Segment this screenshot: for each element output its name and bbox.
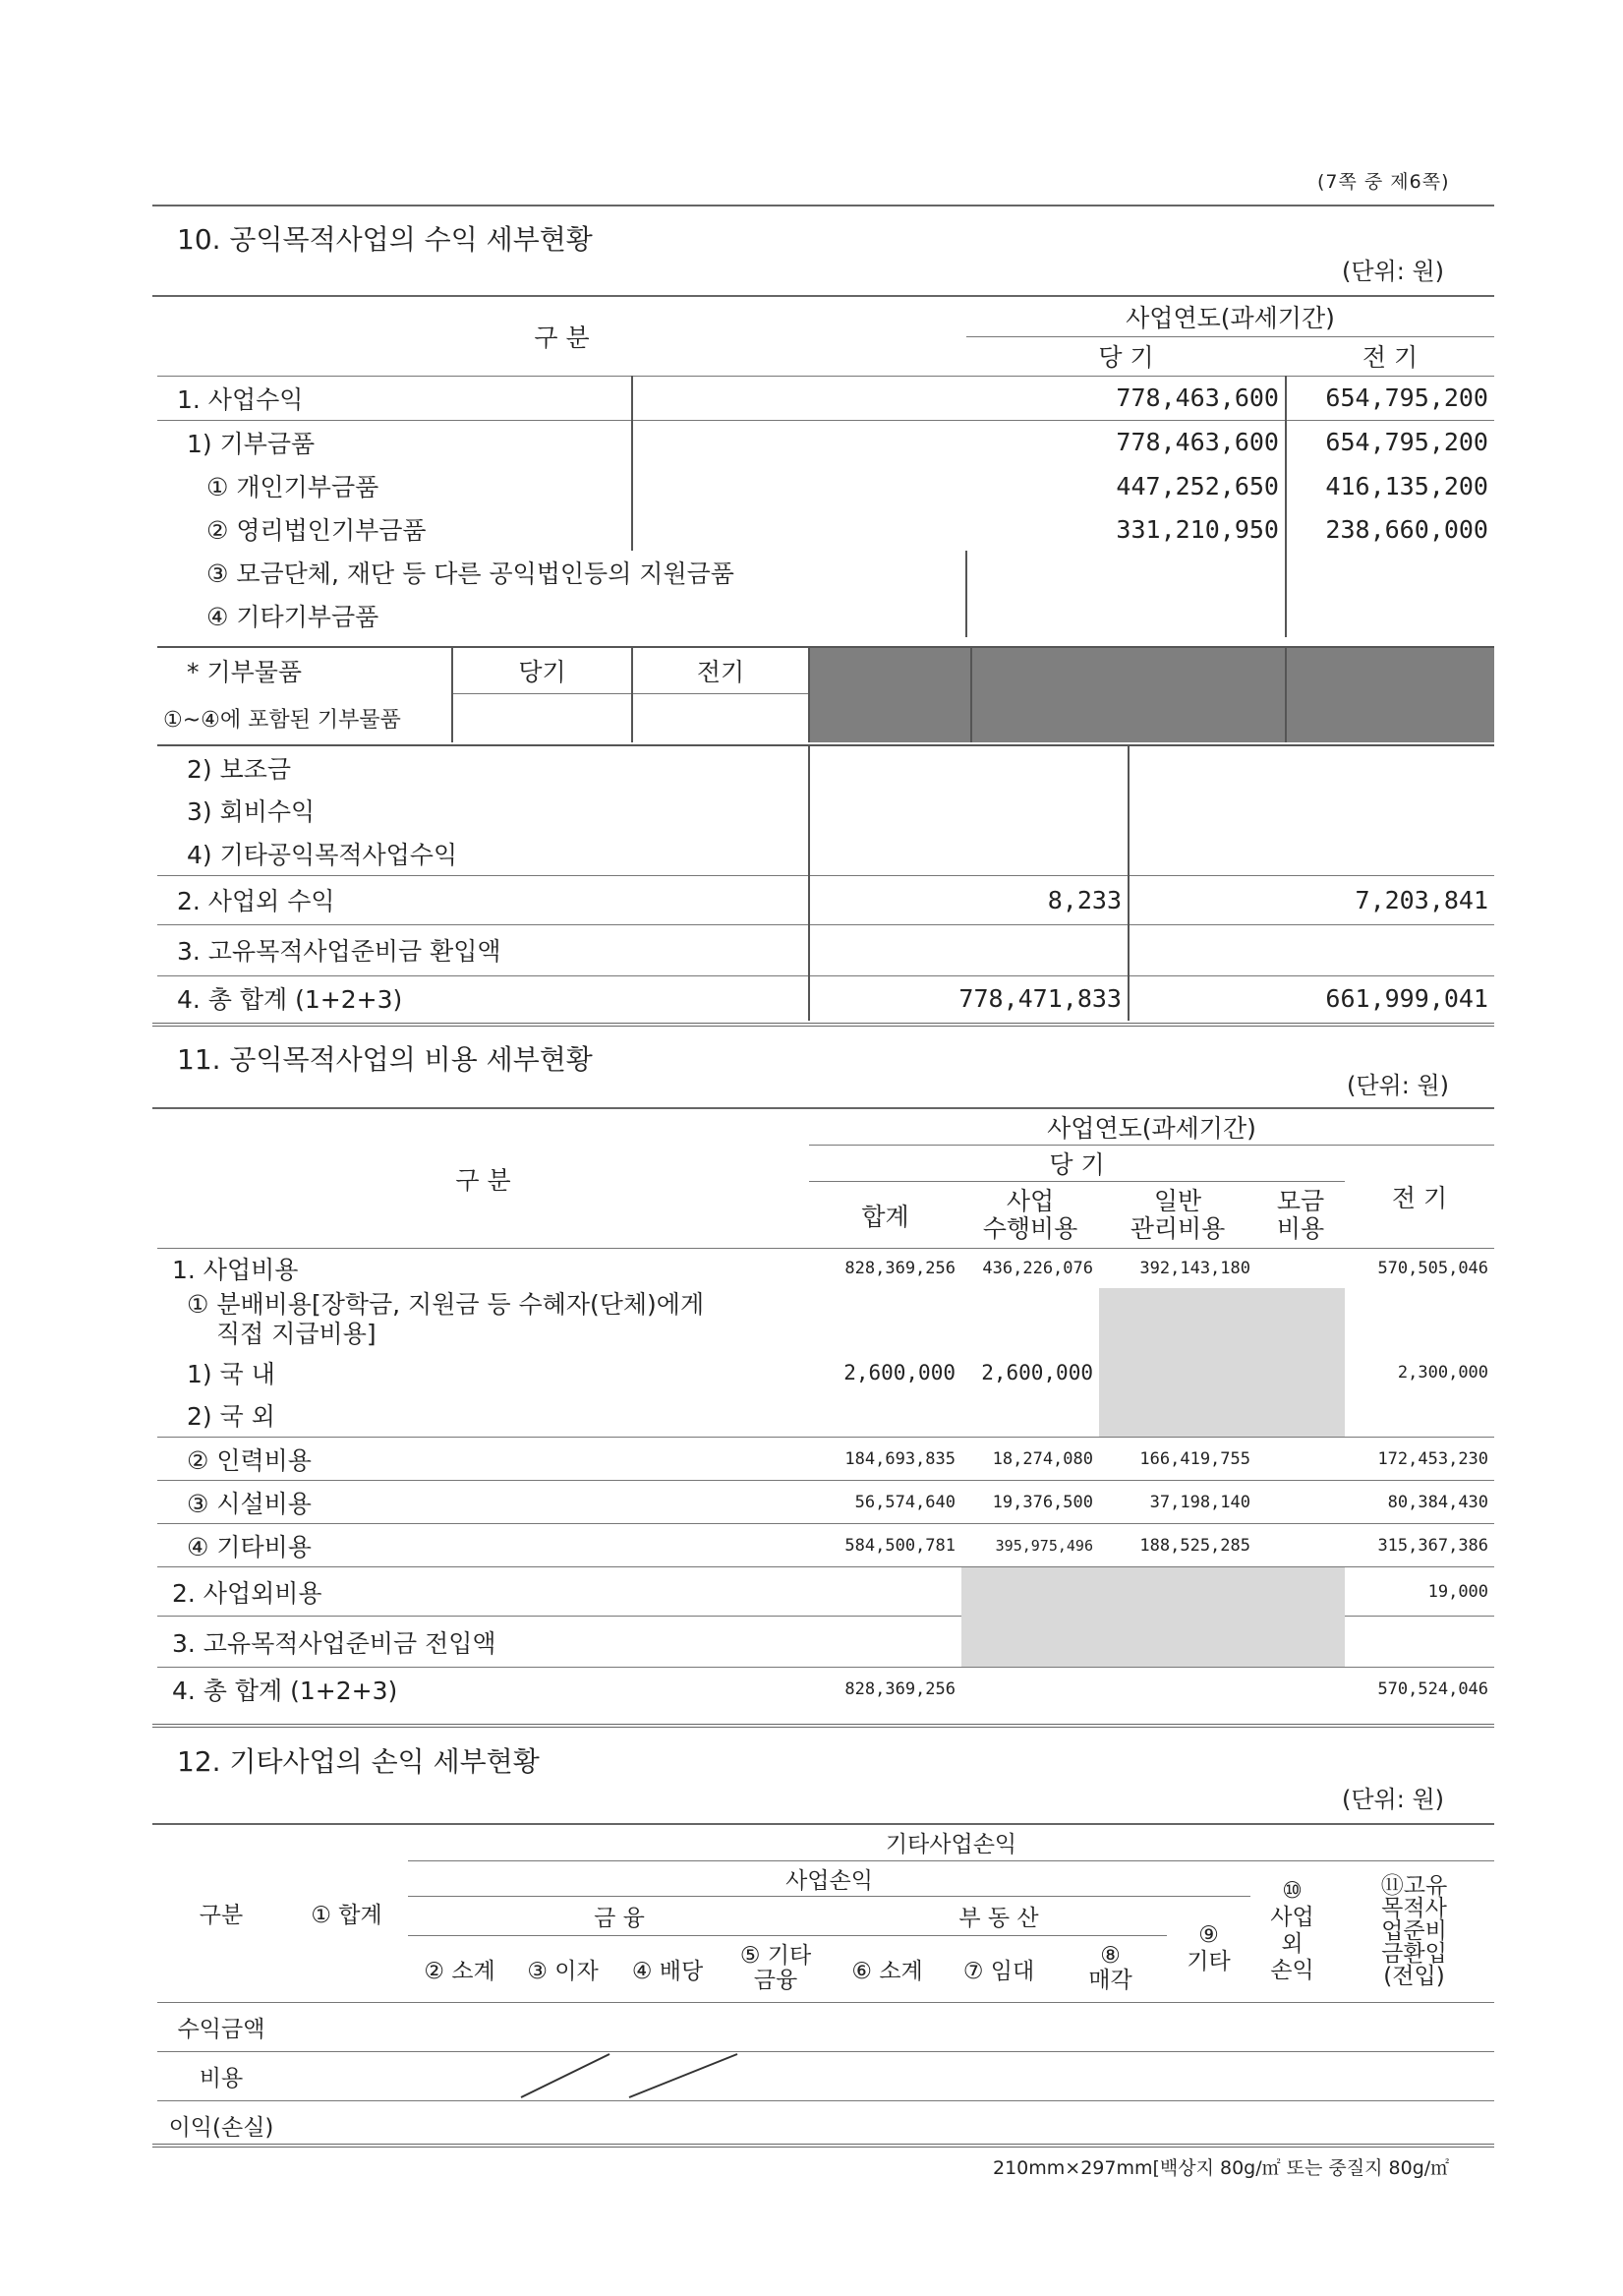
sec11-for-sum <box>809 1394 961 1438</box>
sec11-col-group: 구 분 <box>455 1165 511 1195</box>
sec10-row-label: 2) 보조금 <box>187 754 292 784</box>
sec11-etc-sum: 584,500,781 <box>809 1524 961 1567</box>
sec11-dom-exec: 2,600,000 <box>981 1360 1093 1384</box>
sec10-row-cur <box>809 789 1129 832</box>
sec12-col-nonbiz <box>1250 1860 1334 2002</box>
sec11-fac-fund <box>1256 1481 1345 1524</box>
sec11-nonbiz-prev: 19,000 <box>1345 1567 1494 1617</box>
sec11-col-exec-2: 수행비용 <box>982 1213 1078 1243</box>
slash-mark <box>521 2054 609 2097</box>
sec10-row-label: ② 영리법인기부금품 <box>206 516 427 545</box>
sec10-row-prev <box>1129 745 1494 789</box>
sec12-col-re: 부 동 산 <box>831 1896 1167 1935</box>
sec10-row-cur: 778,463,600 <box>632 420 1286 464</box>
sec12-col-otherfin-2: 금융 <box>753 1968 798 1993</box>
sec11-reserve-label: 3. 고유목적사업준비금 전입액 <box>157 1617 809 1668</box>
sec12-col-int: ③ 이자 <box>527 1958 599 1984</box>
sec11-fac-admin: 37,198,140 <box>1099 1481 1256 1524</box>
sec10-row-prev <box>1286 594 1494 637</box>
sec12-row-label: 이익(손실) <box>157 2100 285 2149</box>
sec12-col-sub2: ⑥ 소계 <box>851 1958 923 1984</box>
sec12-col-otherfin-1: ⑤ 기타 <box>739 1943 812 1969</box>
sec10-reserve-label: 3. 고유목적사업준비금 환입액 <box>157 924 809 975</box>
sec12-col-reserve-2: 목적사 <box>1381 1895 1447 1921</box>
sec12-col-biz: 사업손익 <box>408 1860 1250 1896</box>
sec10-row-label: 1) 기부금품 <box>157 420 632 464</box>
sec12-col-reserve-3: 업준비 <box>1381 1917 1447 1944</box>
sec11-reserve-prev <box>1345 1617 1494 1668</box>
goods-shade-c <box>1286 647 1494 742</box>
sec10-unit: (단위: 원) <box>1342 258 1444 285</box>
page-bottom-rule <box>152 2144 1494 2148</box>
sec11-col-admin <box>1099 1182 1256 1249</box>
sec11-col-fund-2: 비용 <box>1276 1213 1325 1243</box>
sec10-nonbiz-cur: 8,233 <box>809 875 1129 924</box>
sec11-r1-label: 1. 사업비용 <box>157 1249 809 1288</box>
sec11-col-sum: 합계 <box>861 1202 909 1231</box>
sec11-table <box>157 1109 1494 1711</box>
slash-marks <box>511 2050 747 2101</box>
sec10-row-cur: 331,210,950 <box>632 507 1286 551</box>
slash-mark <box>629 2054 737 2097</box>
sec12-col-sale <box>1054 1935 1167 2002</box>
sec11-total-label: 4. 총 합계 (1+2+3) <box>157 1668 809 1711</box>
sec10-row-prev: 654,795,200 <box>1286 376 1494 420</box>
sec12-col-nonbiz-4: 손익 <box>1270 1958 1314 1983</box>
sec10-row-cur: 447,252,650 <box>632 464 1286 507</box>
sec12-col-other-1: ⑨ <box>1198 1922 1219 1948</box>
sec11-dist-sum <box>809 1288 961 1351</box>
sec11-for-label: 2) 국 외 <box>187 1402 275 1432</box>
sec11-etc-prev: 315,367,386 <box>1345 1524 1494 1567</box>
sec10-total-cur: 778,471,833 <box>809 975 1129 1021</box>
sec11-fac-sum: 56,574,640 <box>809 1481 961 1524</box>
sec11-reserve-sum <box>809 1617 961 1668</box>
sec11-labor-exec: 18,274,080 <box>961 1438 1099 1481</box>
goods-sublabel: ①~④에 포함된 기부물품 <box>163 707 401 733</box>
sec12-col-main: 기타사업손익 <box>408 1825 1494 1860</box>
goods-shade-b <box>971 647 1286 742</box>
sec11-labor-fund <box>1256 1438 1345 1481</box>
sec11-col-cur: 당 기 <box>809 1146 1345 1182</box>
sec12-col-nonbiz-1: ⑩ <box>1282 1878 1303 1904</box>
goods-cur-header: 당기 <box>452 647 632 693</box>
sec10-row-label: ① 개인기부금품 <box>206 473 379 501</box>
sec11-etc-label: ④ 기타비용 <box>157 1524 809 1567</box>
sec11-nonbiz-shade <box>961 1567 1345 1668</box>
sec11-col-fund <box>1256 1182 1345 1249</box>
sec10-total-label: 4. 총 합계 (1+2+3) <box>157 975 809 1021</box>
page-number: (7쪽 중 제6쪽) <box>1317 171 1450 193</box>
sec11-nonbiz-sum <box>809 1567 961 1617</box>
sec11-labor-prev: 172,453,230 <box>1345 1438 1494 1481</box>
sec10-row-cur <box>966 551 1286 594</box>
sec11-labor-admin: 166,419,755 <box>1099 1438 1256 1481</box>
sec12-row-cells <box>285 2002 1494 2051</box>
sec11-dist-label-1: ① 분배비용[장학금, 지원금 등 수혜자(단체)에게 <box>187 1289 705 1319</box>
sec11-col-year: 사업연도(과세기간) <box>809 1109 1494 1146</box>
sec10-row-label: 4) 기타공익목적사업수익 <box>187 840 458 869</box>
sec12-col-reserve-1: ⑪고유 <box>1380 1872 1448 1899</box>
sec12-col-total: ① 합계 <box>311 1903 382 1929</box>
sec11-title: 11. 공익목적사업의 비용 세부현황 <box>177 1043 593 1076</box>
sec10-table2 <box>157 744 1494 1021</box>
sec12-table <box>157 1825 1494 2149</box>
sec12-col-otherfin <box>721 1935 831 2002</box>
sec12-unit: (단위: 원) <box>1342 1786 1444 1813</box>
sec10-total-prev: 661,999,041 <box>1129 975 1494 1021</box>
sec11-col-prev: 전 기 <box>1391 1184 1448 1212</box>
sec11-etc-admin: 188,525,285 <box>1099 1524 1256 1567</box>
sec12-row-label: 수익금액 <box>157 2002 285 2051</box>
sec12-col-reserve-5: (전입) <box>1383 1963 1445 1989</box>
sec10-nonbiz-prev: 7,203,841 <box>1129 875 1494 924</box>
sec11-dist-label <box>157 1288 809 1351</box>
sec10-col-prev: 전 기 <box>1362 343 1419 372</box>
sec10-row-cur <box>809 832 1129 875</box>
sec11-etc-fund <box>1256 1524 1345 1567</box>
sec10-bottom-rule <box>152 1023 1494 1027</box>
sec11-total-admin <box>1099 1668 1256 1711</box>
sec11-dist-prev <box>1345 1288 1494 1351</box>
sec11-dist-label-2: 직접 지급비용] <box>216 1319 377 1348</box>
sec11-total-fund <box>1256 1668 1345 1711</box>
sec10-col-cur: 당 기 <box>1098 343 1154 372</box>
sec10-reserve-prev <box>1129 924 1494 975</box>
goods-prev-value <box>632 693 809 742</box>
sec10-row-cur <box>809 745 1129 789</box>
sec12-row-label: 비용 <box>157 2051 285 2100</box>
sec11-for-prev <box>1345 1394 1494 1438</box>
goods-cur-value <box>452 693 632 742</box>
sec10-reserve-cur <box>809 924 1129 975</box>
sec11-total-sum: 828,369,256 <box>809 1668 961 1711</box>
sec11-etc-exec: 395,975,496 <box>961 1524 1099 1567</box>
sec10-row-prev <box>1129 832 1494 875</box>
sec10-row-label: ③ 모금단체, 재단 등 다른 공익법인등의 지원금품 <box>206 559 734 588</box>
paper-spec-footer: 210mm×297mm[백상지 80g/㎡ 또는 중질지 80g/㎡ <box>993 2157 1450 2179</box>
sec12-row-cells <box>285 2051 1494 2100</box>
sec10-row-prev: 238,660,000 <box>1286 507 1494 551</box>
sec11-total-exec <box>961 1668 1099 1711</box>
sec11-dom-prev: 2,300,000 <box>1397 1362 1489 1383</box>
sec12-col-div: ④ 배당 <box>631 1958 704 1984</box>
sec12-col-reserve-4: 금환입 <box>1381 1940 1447 1967</box>
sec12-col-nonbiz-3: 외 <box>1281 1931 1304 1957</box>
sec11-dom-label: 1) 국 내 <box>187 1359 275 1388</box>
sec11-r1-prev: 570,505,046 <box>1345 1249 1494 1288</box>
sec10-col-group: 구 분 <box>534 323 590 352</box>
sec11-col-admin-1: 일반 <box>1153 1186 1202 1215</box>
sec11-dist-exec <box>961 1288 1099 1351</box>
sec12-row-cells <box>285 2100 1494 2149</box>
sec10-row-label: 1. 사업수익 <box>157 376 632 420</box>
sec11-fac-label: ③ 시설비용 <box>157 1481 809 1524</box>
sec12-col-sale-1: ⑧ <box>1100 1943 1121 1969</box>
goods-label: * 기부물품 <box>187 658 303 686</box>
sec12-col-reserve <box>1334 1860 1494 2002</box>
sec10-goods-table <box>157 646 1494 742</box>
sec12-col-gubun: 구분 <box>199 1903 244 1929</box>
sec12-col-lease: ⑦ 임대 <box>962 1958 1035 1984</box>
sec12-col-other-2: 기타 <box>1187 1949 1231 1974</box>
sec11-r1-admin: 392,143,180 <box>1099 1249 1256 1288</box>
sec11-labor-label: ② 인력비용 <box>157 1438 809 1481</box>
goods-shade-a <box>809 647 971 742</box>
sec10-row-prev <box>1129 789 1494 832</box>
sec10-row-prev: 654,795,200 <box>1286 420 1494 464</box>
sec12-col-fin: 금 융 <box>408 1896 831 1935</box>
goods-prev-header: 전기 <box>632 647 809 693</box>
sec12-col-sub1: ② 소계 <box>424 1958 495 1984</box>
sec11-col-admin-2: 관리비용 <box>1130 1213 1226 1243</box>
sec11-total-prev: 570,524,046 <box>1345 1668 1494 1711</box>
sec11-col-exec-1: 사업 <box>1006 1186 1055 1215</box>
sec11-fac-prev: 80,384,430 <box>1345 1481 1494 1524</box>
sec12-title: 12. 기타사업의 손익 세부현황 <box>177 1745 540 1778</box>
sec10-table <box>157 297 1494 637</box>
sec11-labor-sum: 184,693,835 <box>809 1438 961 1481</box>
sec10-nonbiz-label: 2. 사업외 수익 <box>157 875 809 924</box>
sec11-col-exec <box>961 1182 1099 1249</box>
sec10-col-year: 사업연도(과세기간) <box>966 297 1494 336</box>
sec11-dom-sum: 2,600,000 <box>843 1360 956 1384</box>
sec10-row-label: 3) 회비수익 <box>187 797 316 826</box>
sec11-col-fund-1: 모금 <box>1276 1186 1325 1215</box>
sec10-row-prev <box>1286 551 1494 594</box>
sec11-fac-exec: 19,376,500 <box>961 1481 1099 1524</box>
sec11-for-exec <box>961 1394 1099 1438</box>
sec10-row-cur: 778,463,600 <box>632 376 1286 420</box>
sec10-title: 10. 공익목적사업의 수익 세부현황 <box>177 223 593 256</box>
sec10-row-cur <box>966 594 1286 637</box>
sec10-row-prev: 416,135,200 <box>1286 464 1494 507</box>
sec10-row-label: ④ 기타기부금품 <box>206 603 379 631</box>
sec11-r1-fund <box>1256 1249 1345 1288</box>
sec12-col-other <box>1167 1896 1250 2002</box>
sec11-r1-sum: 828,369,256 <box>809 1249 961 1288</box>
sec11-bottom-rule <box>152 1724 1494 1728</box>
sec11-r1-exec: 436,226,076 <box>961 1249 1099 1288</box>
sec12-col-nonbiz-2: 사업 <box>1270 1905 1314 1930</box>
sec12-col-sale-2: 매각 <box>1088 1968 1132 1993</box>
sec11-nonbiz-label: 2. 사업외비용 <box>157 1567 809 1617</box>
sec11-dist-shade <box>1099 1288 1345 1438</box>
sec11-unit: (단위: 원) <box>1347 1072 1449 1099</box>
top-rule <box>152 205 1494 206</box>
